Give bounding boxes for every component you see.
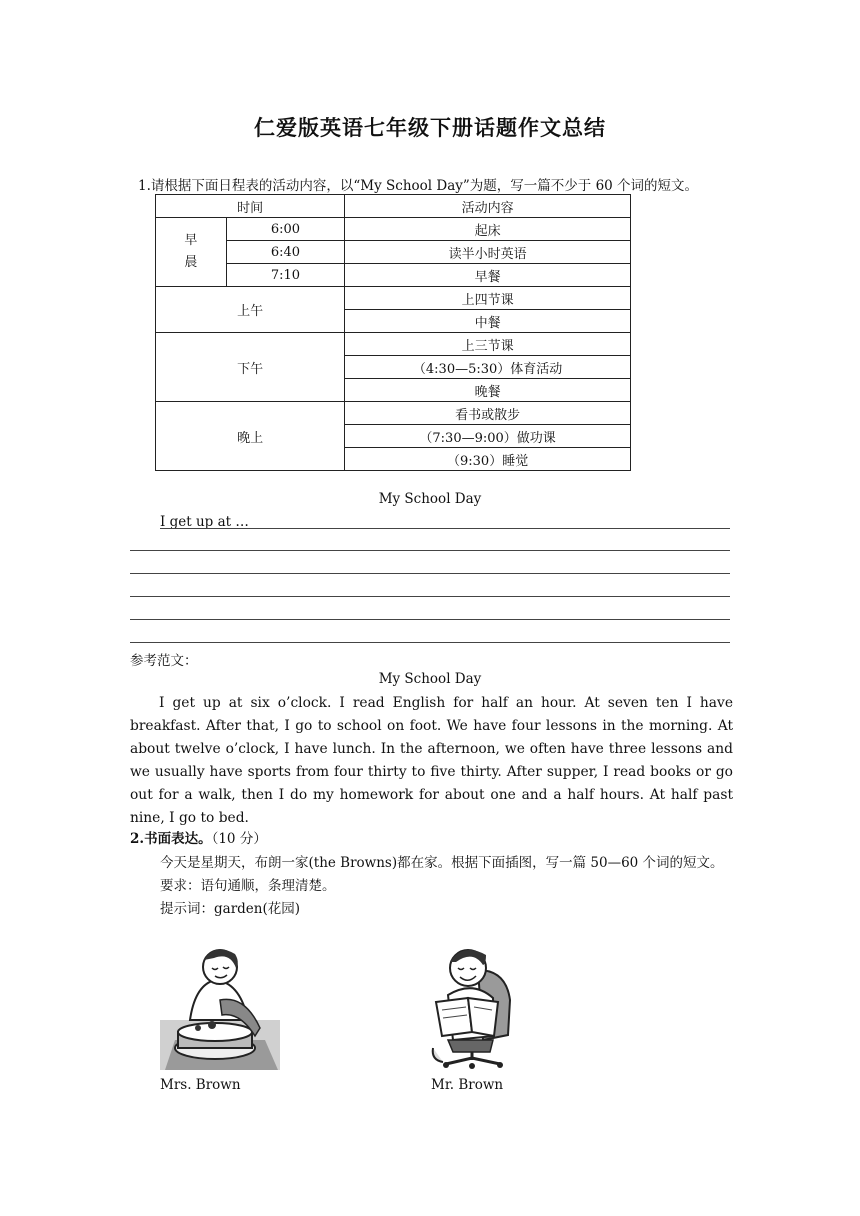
forenoon-label: 上午	[156, 287, 345, 333]
evening-label: 晚上	[156, 402, 345, 471]
answer-line	[130, 573, 730, 574]
activity-cell: 中餐	[345, 310, 631, 333]
activity-cell: 上四节课	[345, 287, 631, 310]
table-row	[156, 402, 631, 425]
header-time: 时间	[156, 195, 345, 218]
table-row	[156, 264, 631, 287]
table-row	[156, 287, 631, 310]
caption-mr-brown: Mr. Brown	[431, 1077, 504, 1093]
answer-first-line: I get up at …	[160, 514, 249, 530]
answer-line	[130, 619, 730, 620]
page-title: 仁爱版英语七年级下册话题作文总结	[254, 115, 606, 140]
activity-cell: （7:30—9:00）做功课	[345, 425, 631, 448]
afternoon-label: 下午	[156, 333, 345, 402]
answer-line	[130, 550, 730, 551]
essay-title: My School Day	[378, 491, 482, 507]
q2-instruction: 今天是星期天，布朗一家(the Browns)都在家。根据下面插图，写一篇 50—60 个词的短文。	[160, 855, 724, 871]
time-cell: 6:00	[226, 218, 345, 241]
activity-cell: 上三节课	[345, 333, 631, 356]
activity-cell: （4:30—5:30）体育活动	[345, 356, 631, 379]
activity-cell: 看书或散步	[345, 402, 631, 425]
time-cell: 7:10	[226, 264, 345, 287]
q2-requirement: 要求：语句通顺，条理清楚。	[160, 878, 336, 894]
table-header-row	[156, 195, 631, 218]
activity-cell: （9:30）睡觉	[345, 448, 631, 471]
schedule-table	[155, 194, 631, 471]
caption-mrs-brown: Mrs. Brown	[160, 1077, 241, 1093]
q2-points: （10 分）	[211, 831, 267, 847]
activity-cell: 早餐	[345, 264, 631, 287]
activity-cell: 起床	[345, 218, 631, 241]
activity-cell: 晚餐	[345, 379, 631, 402]
early-morning-label: 早 晨	[156, 218, 227, 287]
answer-line	[160, 528, 730, 529]
table-row	[156, 241, 631, 264]
header-activity: 活动内容	[345, 195, 631, 218]
q1-instruction: 1.请根据下面日程表的活动内容，以“My School Day”为题，写一篇不少于 60 个词的短文。	[138, 178, 699, 194]
mr-brown-illustration	[428, 940, 518, 1070]
answer-line	[130, 596, 730, 597]
activity-cell: 读半小时英语	[345, 241, 631, 264]
q2-hint: 提示词：garden(花园)	[160, 901, 301, 917]
table-row	[156, 218, 631, 241]
sample-essay: I get up at six o’clock. I read English for half an hour. At seven ten I have breakfast. After that, I go to school on foot. We have four lessons in the morning. At about twelve o’clock, I have lunch. In the afternoon, we often have three lessons and we usually have sports from four thirty to five thirty. After supper, I read books or go out for a walk, then I do my homework for about one and a half hours. At half past nine, I go to bed.	[130, 695, 733, 826]
answer-line	[130, 642, 730, 643]
time-cell: 6:40	[226, 241, 345, 264]
table-row	[156, 333, 631, 356]
sample-title: My School Day	[378, 671, 482, 687]
mrs-brown-illustration	[160, 940, 280, 1070]
q2-heading: 2.书面表达。（10 分）	[130, 831, 267, 847]
reference-label: 参考范文：	[130, 653, 198, 669]
